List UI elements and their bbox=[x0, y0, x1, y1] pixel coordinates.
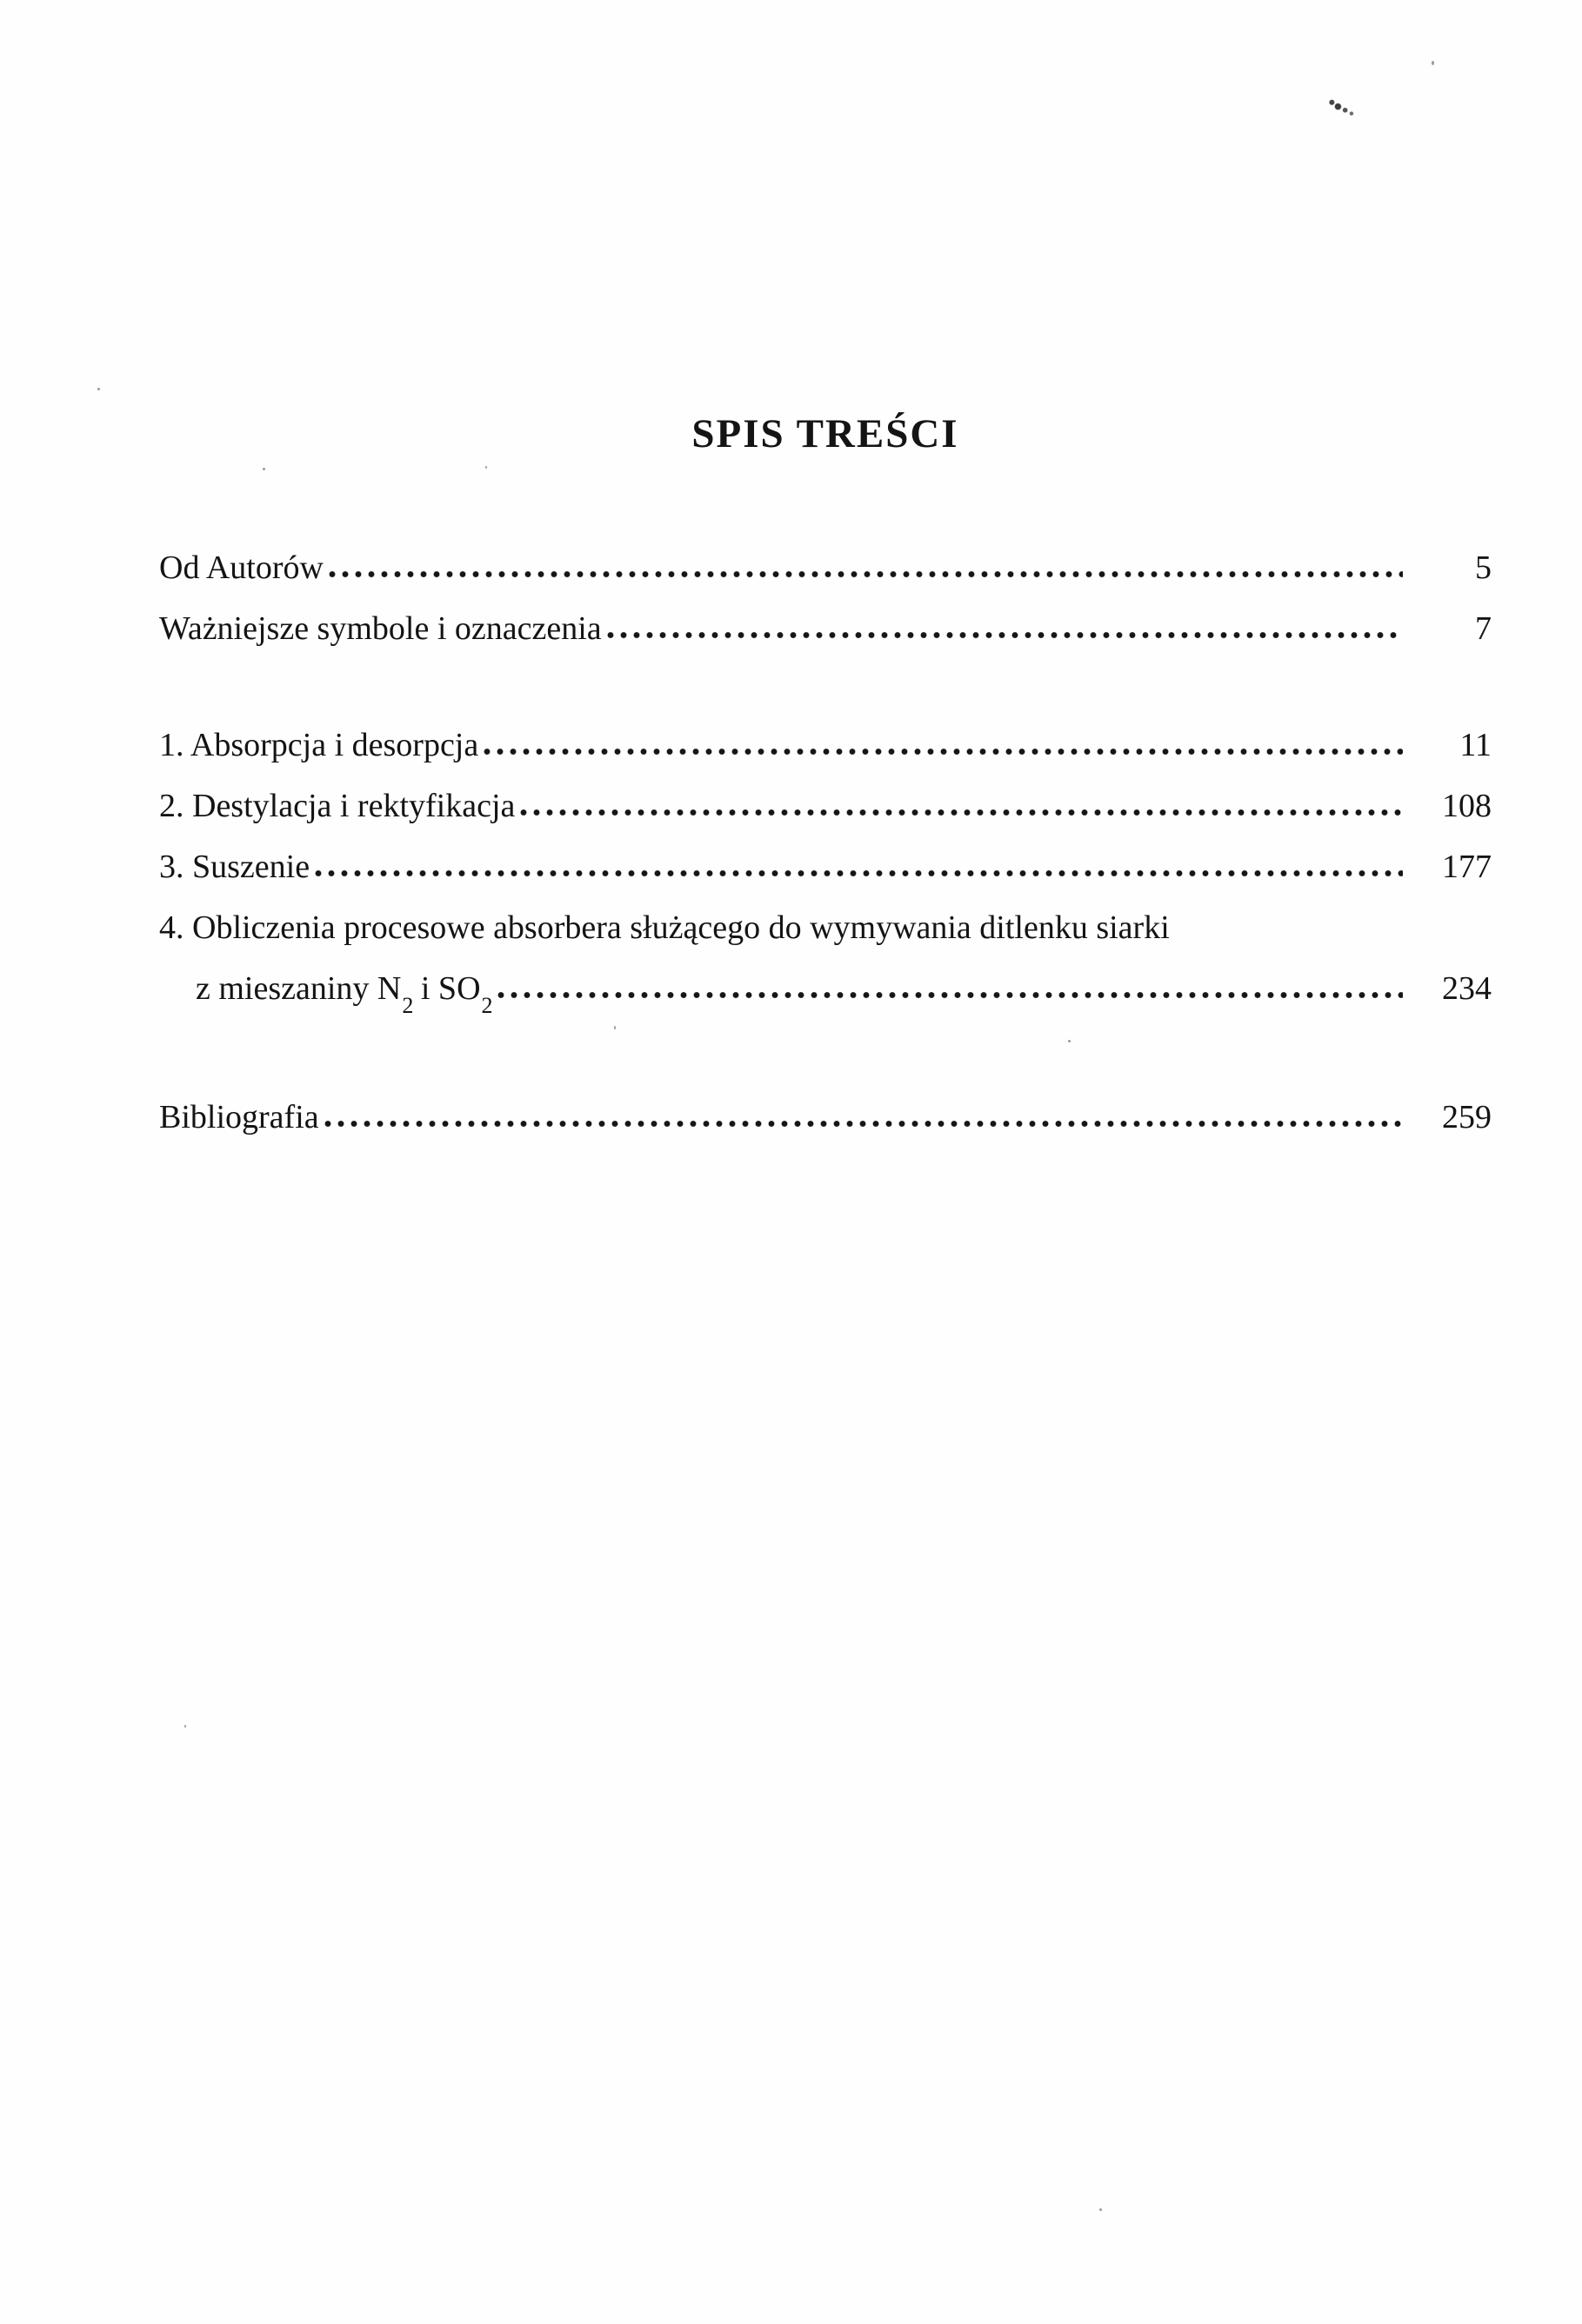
toc-entry-chapter-3 bbox=[159, 836, 1492, 897]
toc-entry-label: 2. Destylacja i rektyfikacja bbox=[159, 788, 516, 824]
scan-speck bbox=[97, 388, 100, 390]
toc-entry-od-autorow bbox=[159, 537, 1492, 598]
scan-speck bbox=[1068, 1040, 1071, 1042]
scan-smudge bbox=[1324, 97, 1361, 120]
scan-speck bbox=[485, 466, 487, 469]
toc-group-front-matter bbox=[159, 537, 1492, 659]
chem-subscript: 2 bbox=[481, 992, 493, 1018]
toc-entry-label: 1. Absorpcja i desorpcja bbox=[159, 727, 479, 763]
page-number: 108 bbox=[1442, 788, 1492, 824]
page-number: 234 bbox=[1442, 970, 1492, 1007]
page-number: 7 bbox=[1475, 610, 1492, 647]
toc-entry-label: Od Autorów bbox=[159, 549, 324, 586]
scan-speck bbox=[263, 468, 265, 470]
chem-text: z mieszaniny N bbox=[196, 970, 402, 1007]
scan-speck bbox=[1432, 61, 1434, 65]
toc-list bbox=[159, 537, 1492, 1148]
dot-leader bbox=[497, 991, 1403, 999]
toc-entry-label: Bibliografia bbox=[159, 1099, 319, 1135]
page-title: SPIS TREŚCI bbox=[691, 411, 959, 456]
dot-leader bbox=[520, 809, 1403, 816]
toc-entry-bibliografia bbox=[159, 1087, 1492, 1148]
toc-entry-symbole bbox=[159, 598, 1492, 659]
scan-speck bbox=[184, 1725, 186, 1728]
page-number: 5 bbox=[1475, 549, 1492, 586]
toc-entry-label: 3. Suszenie bbox=[159, 849, 310, 885]
toc-entry-chapter-4-line1 bbox=[159, 897, 1492, 958]
toc-group-chapters bbox=[159, 715, 1492, 1019]
chem-text: i SO bbox=[412, 970, 481, 1007]
toc-entry-chapter-2 bbox=[159, 776, 1492, 836]
scan-speck bbox=[1099, 2208, 1102, 2211]
toc-entry-label bbox=[196, 958, 492, 1019]
dot-leader bbox=[324, 1120, 1403, 1128]
toc-entry-label: Ważniejsze symbole i oznaczenia bbox=[159, 610, 602, 647]
toc-entry-chapter-4-line2 bbox=[159, 958, 1492, 1019]
dot-leader bbox=[484, 748, 1403, 756]
dot-leader bbox=[329, 570, 1403, 578]
toc-entry-label: 4. Obliczenia procesowe absorbera służącego do wymywania ditlenku siarki bbox=[159, 909, 1170, 946]
toc-group-back-matter bbox=[159, 1087, 1492, 1148]
scan-speck bbox=[614, 1026, 616, 1029]
page-number: 177 bbox=[1442, 849, 1492, 885]
toc-entry-chapter-1 bbox=[159, 715, 1492, 776]
chem-subscript: 2 bbox=[402, 992, 414, 1018]
page-number: 11 bbox=[1459, 727, 1492, 763]
dot-leader bbox=[315, 869, 1403, 877]
page-number: 259 bbox=[1442, 1099, 1492, 1135]
dot-leader bbox=[607, 631, 1403, 639]
